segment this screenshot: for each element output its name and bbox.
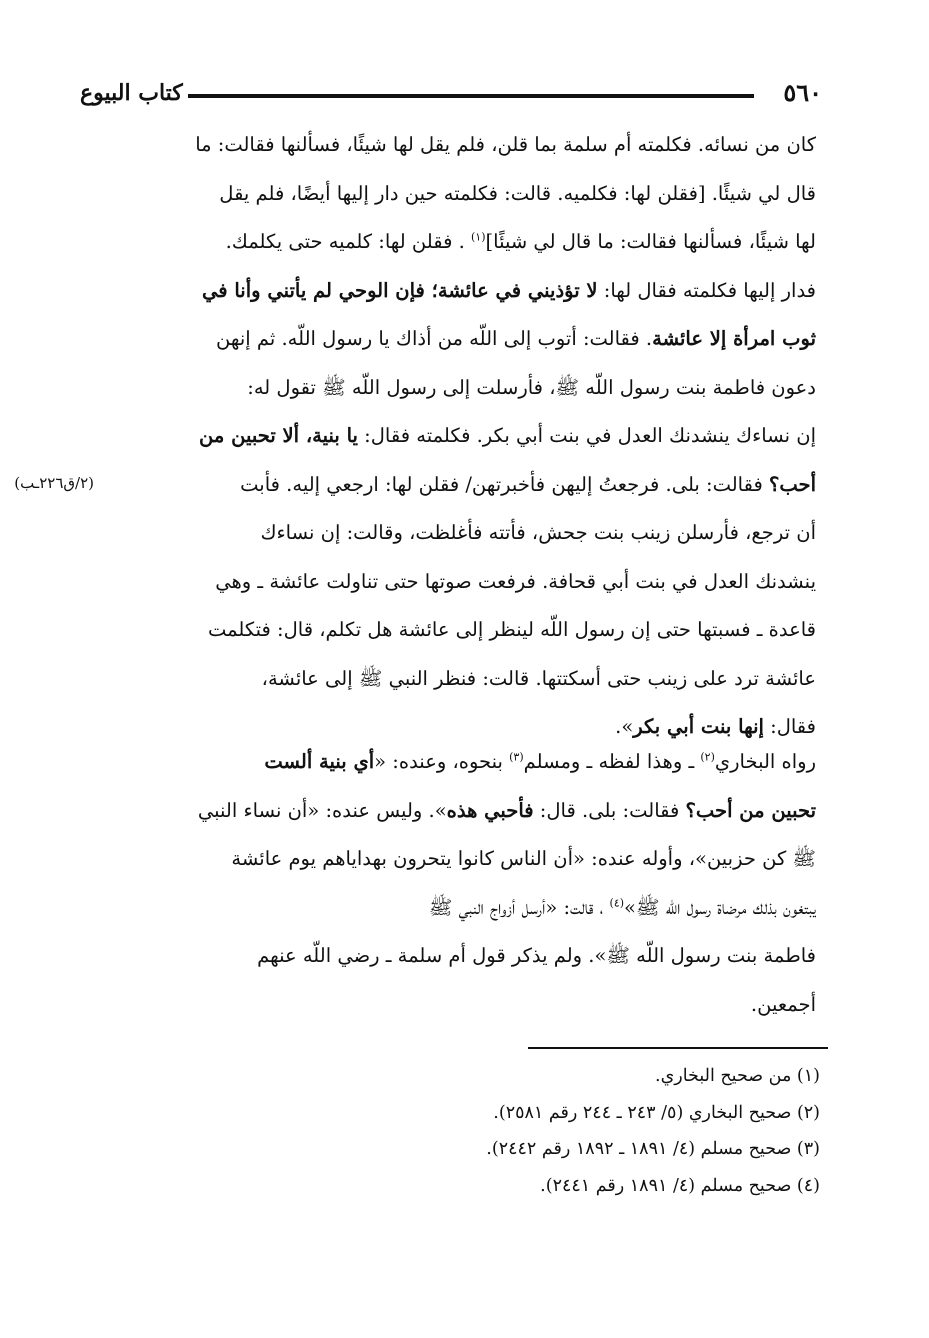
text-line [92,315,816,364]
footnote: (٢) صحيح البخاري (٥/ ٢٤٣ ـ ٢٤٤ رقم ٢٥٨١). [493,1102,820,1123]
hadith-quote-bold: أحب؟ [769,472,816,496]
text-segment: . فقالت: أتوب إلى اللّه من أذاك يا رسول اللّه. ثم إنهن [216,327,653,350]
text-segment: يبتغون بذلك مرضاة رسول اللّه ﷺ» [624,895,816,919]
text-line [92,461,816,510]
footnote-ref: (١) [471,230,486,244]
page-number: ٥٦٠ [783,78,822,107]
text-line [92,884,816,933]
main-paragraph [92,121,816,752]
text-segment: بنحوه، وعنده: « [374,750,510,773]
text-line: ينشدنك العدل في بنت أبي قحافة. فرفعت صوتها حتى تناولت عائشة ـ وهي [215,569,816,593]
footnotes [300,1058,820,1204]
text-line [92,787,816,836]
text-segment: لها شيئًا، فسألنها فقالت: ما قال لي شيئًا] [485,230,816,253]
text-line [92,738,816,787]
text-line: أن ترجع، فأرسلن زينب بنت جحش، فأتته فأغلظت، وقالت: إن نساءك [260,521,816,544]
text-segment: ـ وهذا لفظه ـ ومسلم [523,750,701,773]
text-line: ﷺ كن حزبين»، وأوله عنده: «أن الناس كانوا يتحرون بهداياهم يوم عائشة [231,847,816,870]
footnote-ref: (٣) [509,750,524,764]
text-line: قاعدة ـ فسبتها حتى إن رسول اللّه لينظر إلى عائشة هل تكلم، قال: فتكلمت [207,618,816,641]
text-line: عائشة ترد على زينب حتى أسكتتها. قالت: فنظر النبي ﷺ إلى عائشة، [261,666,816,690]
text-line: فاطمة بنت رسول اللّه ﷺ». ولم يذكر قول أم سلمة ـ رضي اللّه عنهم [257,944,816,967]
footnote: (١) من صحيح البخاري. [655,1066,820,1086]
text-segment: فقالت: بلى. فرجعتُ إليهن فأخبرتهن/ فقلن لها: ارجعي إليه. فأبت [240,472,770,496]
book-title: كتاب البيوع [80,80,183,106]
hadith-quote-bold: تحبين من أحب؟ [685,798,816,822]
text-line [92,218,816,267]
text-segment: ». [615,715,634,738]
hadith-quote-bold: فأحبي هذه [446,798,534,822]
text-line: كان من نسائه. فكلمته أم سلمة بما قلن، فلم يقل لها شيئًا، فسألنها فقالت: ما [195,133,816,156]
text-segment: فقالت: بلى. قال: [533,798,686,822]
footnote-ref: (٤) [609,896,625,909]
text-segment: ». وليس عنده: «أن نساء النبي [197,798,447,822]
hadith-quote-bold: إنها بنت أبي بكر [633,715,764,738]
header-rule [188,94,754,98]
text-segment: فقال: [763,715,816,738]
footnote-ref: (٢) [700,750,715,764]
hadith-quote-bold: أي بنية ألست [264,750,375,773]
hadith-quote-bold: لا تؤذيني في عائشة؛ فإن الوحي لم يأتني وأنا في [201,278,598,302]
text-segment: رواه البخاري [714,750,816,773]
page-header [80,78,822,118]
footnote-separator [528,1047,828,1049]
hadith-quote-bold: ثوب امرأة إلا عائشة [652,327,816,350]
footnote: (٤) صحيح مسلم (٤/ ١٨٩١ رقم ٢٤٤١). [540,1175,820,1196]
manuscript-margin-note: (٢/ق٢٢٦ـب) [14,474,94,492]
takhrij-paragraph [92,738,816,1029]
text-line [92,412,816,461]
text-line: أجمعين. [750,992,816,1016]
text-segment: إن نساءك ينشدنك العدل في بنت أبي بكر. فكلمته فقال: [357,424,816,447]
text-line [92,267,816,316]
footnote: (٣) صحيح مسلم (٤/ ١٨٩١ ـ ١٨٩٢ رقم ٢٤٤٢). [486,1139,820,1159]
text-segment: فدار إليها فكلمته فقال لها: [597,278,816,302]
text-line: قال لي شيئًا. [فقلن لها: فكلميه. قالت: فكلمته حين دار إليها أيضًا، فلم يقل [219,181,816,205]
text-segment: ، قالت: «أرسل أزواج النبي ﷺ [428,895,610,919]
text-line: دعون فاطمة بنت رسول اللّه ﷺ، فأرسلت إلى رسول اللّه ﷺ تقول له: [247,375,816,399]
text-segment: . فقلن لها: كلميه حتى يكلمك. [225,230,471,253]
hadith-quote-bold: يا بنية، ألا تحبين من [199,424,358,447]
